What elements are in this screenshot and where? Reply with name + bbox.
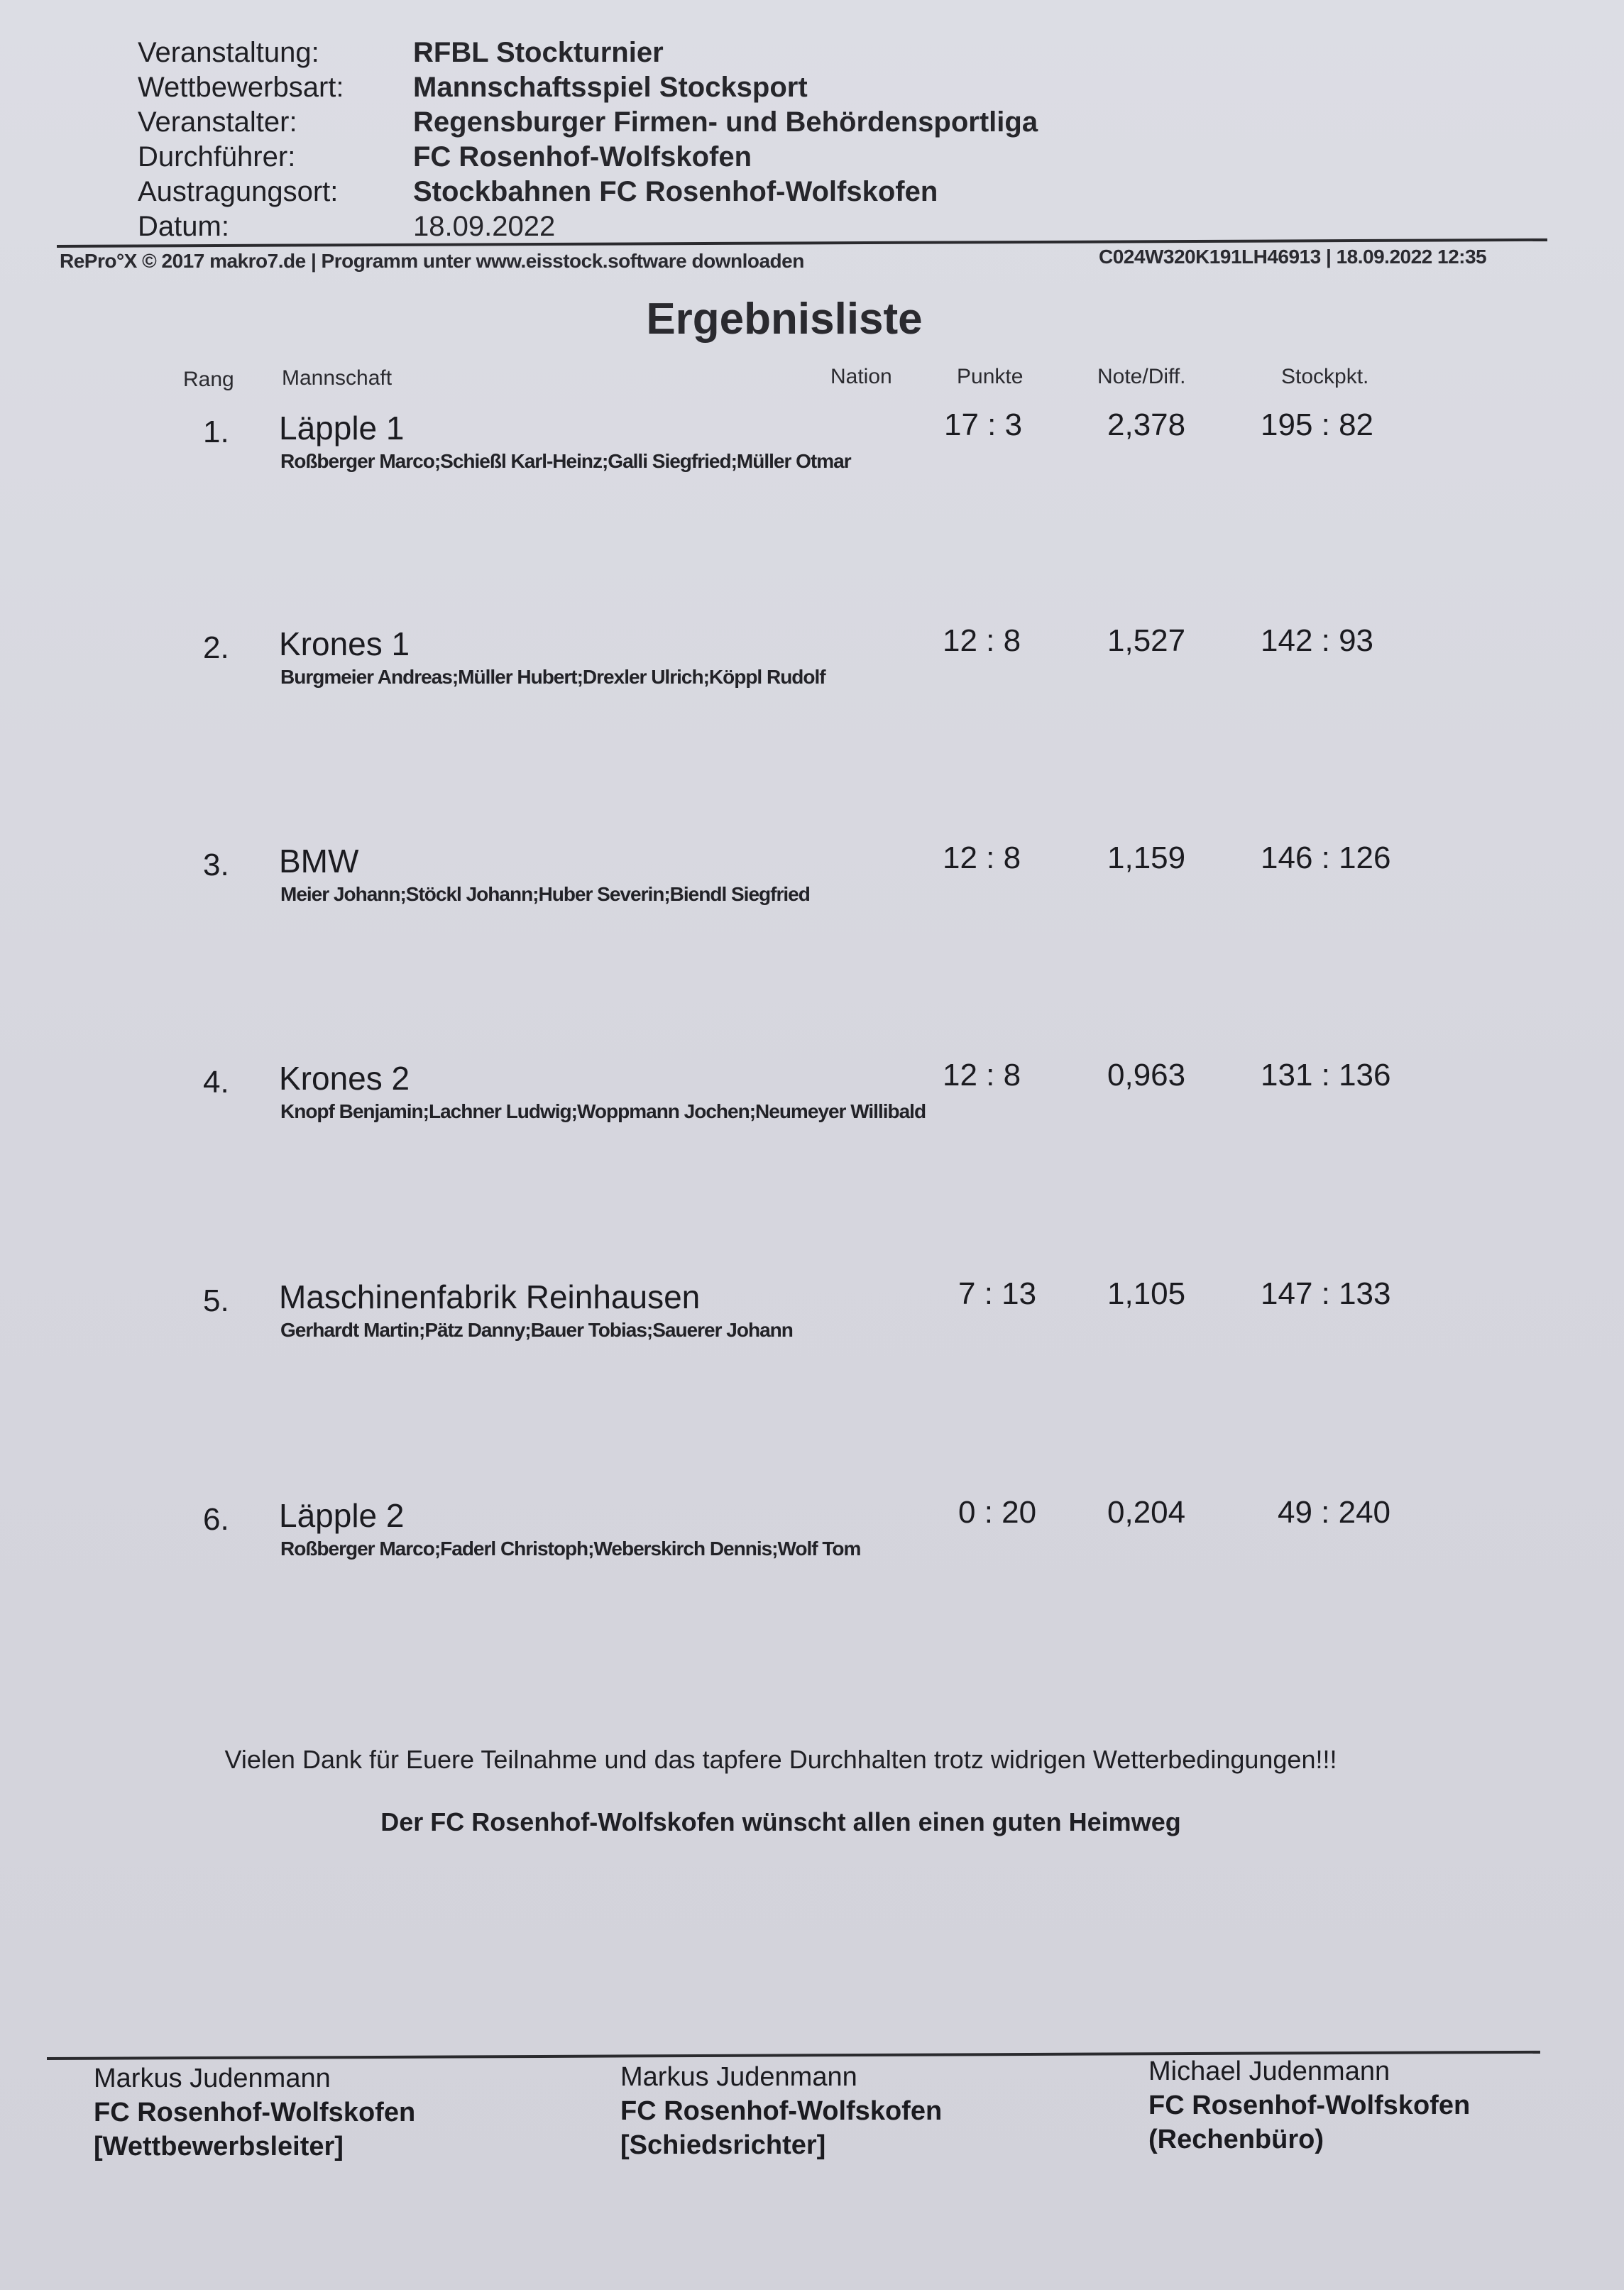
header-row-event <box>138 35 1038 70</box>
header-label: Veranstaltung: <box>138 37 319 68</box>
result-team: BMW <box>279 843 359 880</box>
signature-role: (Rechenbüro) <box>1148 2125 1324 2154</box>
signature-org: FC Rosenhof-Wolfskofen <box>1148 2091 1471 2120</box>
result-note: 0,204 <box>1107 1495 1186 1530</box>
result-rank: 3. <box>203 848 229 882</box>
result-note: 1,159 <box>1107 840 1186 875</box>
header-row-venue <box>138 175 1038 209</box>
result-note: 0,963 <box>1107 1058 1186 1092</box>
result-note: 1,527 <box>1107 623 1186 658</box>
result-points: 12 : 8 <box>943 840 1021 875</box>
result-stockpunkte: 131 : 136 <box>1261 1058 1391 1092</box>
signature-name: Michael Judenmann <box>1148 2056 1390 2086</box>
signature-org: FC Rosenhof-Wolfskofen <box>94 2098 416 2127</box>
signature-block-referee <box>620 2060 942 2162</box>
result-members: Roßberger Marco;Faderl Christoph;Weberskirch Dennis;Wolf Tom <box>280 1538 861 1560</box>
page-title: Ergebnisliste <box>646 295 923 344</box>
header-label: Veranstalter: <box>138 106 297 138</box>
column-header-stockpunkte: Stockpkt. <box>1281 365 1369 388</box>
result-row <box>0 618 1624 760</box>
result-row <box>0 402 1624 544</box>
result-points: 12 : 8 <box>943 1058 1021 1092</box>
signature-org: FC Rosenhof-Wolfskofen <box>620 2096 943 2126</box>
header-value: Mannschaftsspiel Stocksport <box>413 72 808 103</box>
result-rank: 6. <box>203 1502 229 1537</box>
header-value: Stockbahnen FC Rosenhof-Wolfskofen <box>413 176 938 207</box>
column-header-mannschaft: Mannschaft <box>282 366 393 390</box>
result-rank: 5. <box>203 1283 229 1318</box>
result-members: Knopf Benjamin;Lachner Ludwig;Woppmann Jochen;Neumeyer Willibald <box>280 1100 926 1122</box>
result-team: Krones 2 <box>279 1060 410 1097</box>
result-team: Läpple 1 <box>279 410 405 447</box>
result-stockpunkte: 146 : 126 <box>1261 840 1391 875</box>
thank-you-note: Vielen Dank für Euere Teilnahme und das tapfere Durchhalten trotz widrigen Wetterbedingungen!!! <box>224 1745 1337 1774</box>
column-header-note: Note/Diff. <box>1097 365 1186 388</box>
result-stockpunkte: 147 : 133 <box>1261 1276 1391 1311</box>
program-credit: RePro°X © 2017 makro7.de | Programm unter www.eisstock.software downloaden <box>60 250 804 272</box>
header-value: RFBL Stockturnier <box>413 37 664 68</box>
result-note: 2,378 <box>1107 407 1186 442</box>
result-stockpunkte: 195 : 82 <box>1261 407 1374 442</box>
header-row-competition <box>138 70 1038 105</box>
header-label: Wettbewerbsart: <box>138 72 344 103</box>
result-row <box>0 835 1624 977</box>
header-value: 18.09.2022 <box>413 211 556 242</box>
result-members: Burgmeier Andreas;Müller Hubert;Drexler Ulrich;Köppl Rudolf <box>280 666 825 688</box>
result-rank: 4. <box>203 1065 229 1100</box>
column-header-nation: Nation <box>830 365 892 388</box>
farewell-note: Der FC Rosenhof-Wolfskofen wünscht allen einen guten Heimweg <box>380 1807 1181 1836</box>
result-points: 0 : 20 <box>958 1495 1037 1530</box>
signature-role: [Wettbewerbsleiter] <box>94 2132 344 2162</box>
signature-name: Markus Judenmann <box>620 2062 857 2092</box>
result-stockpunkte: 142 : 93 <box>1261 623 1374 658</box>
column-header-rang: Rang <box>183 368 234 391</box>
program-code: C024W320K191LH46913 | 18.09.2022 12:35 <box>1099 246 1487 268</box>
signature-block-computing-office <box>1148 2054 1470 2157</box>
signature-role: [Schiedsrichter] <box>620 2130 826 2160</box>
result-rank: 2. <box>203 630 229 665</box>
result-rank: 1. <box>203 415 229 449</box>
event-header <box>138 35 1038 244</box>
signature-name: Markus Judenmann <box>94 2064 331 2093</box>
result-row <box>0 1489 1624 1631</box>
result-points: 17 : 3 <box>944 407 1023 442</box>
result-stockpunkte: 49 : 240 <box>1278 1495 1391 1530</box>
result-members: Gerhardt Martin;Pätz Danny;Bauer Tobias;Sauerer Johann <box>280 1319 793 1341</box>
result-members: Roßberger Marco;Schießl Karl-Heinz;Galli Siegfried;Müller Otmar <box>280 450 851 472</box>
result-team: Krones 1 <box>279 625 410 662</box>
result-team: Maschinenfabrik Reinhausen <box>279 1278 701 1315</box>
result-row <box>0 1052 1624 1194</box>
header-label: Durchführer: <box>138 141 296 172</box>
result-team: Läpple 2 <box>279 1497 405 1534</box>
header-value: Regensburger Firmen- und Behördensportliga <box>413 106 1038 138</box>
result-points: 7 : 13 <box>958 1276 1037 1311</box>
header-row-host <box>138 140 1038 175</box>
header-label: Datum: <box>138 211 229 242</box>
result-members: Meier Johann;Stöckl Johann;Huber Severin;Biendl Siegfried <box>280 883 810 905</box>
header-label: Austragungsort: <box>138 176 339 207</box>
result-note: 1,105 <box>1107 1276 1186 1311</box>
result-row <box>0 1271 1624 1413</box>
header-value: FC Rosenhof-Wolfskofen <box>413 141 752 172</box>
signature-block-competition-leader <box>94 2061 415 2164</box>
column-header-punkte: Punkte <box>957 365 1024 388</box>
header-row-organizer <box>138 105 1038 140</box>
result-points: 12 : 8 <box>943 623 1021 658</box>
header-row-date <box>138 209 1038 244</box>
